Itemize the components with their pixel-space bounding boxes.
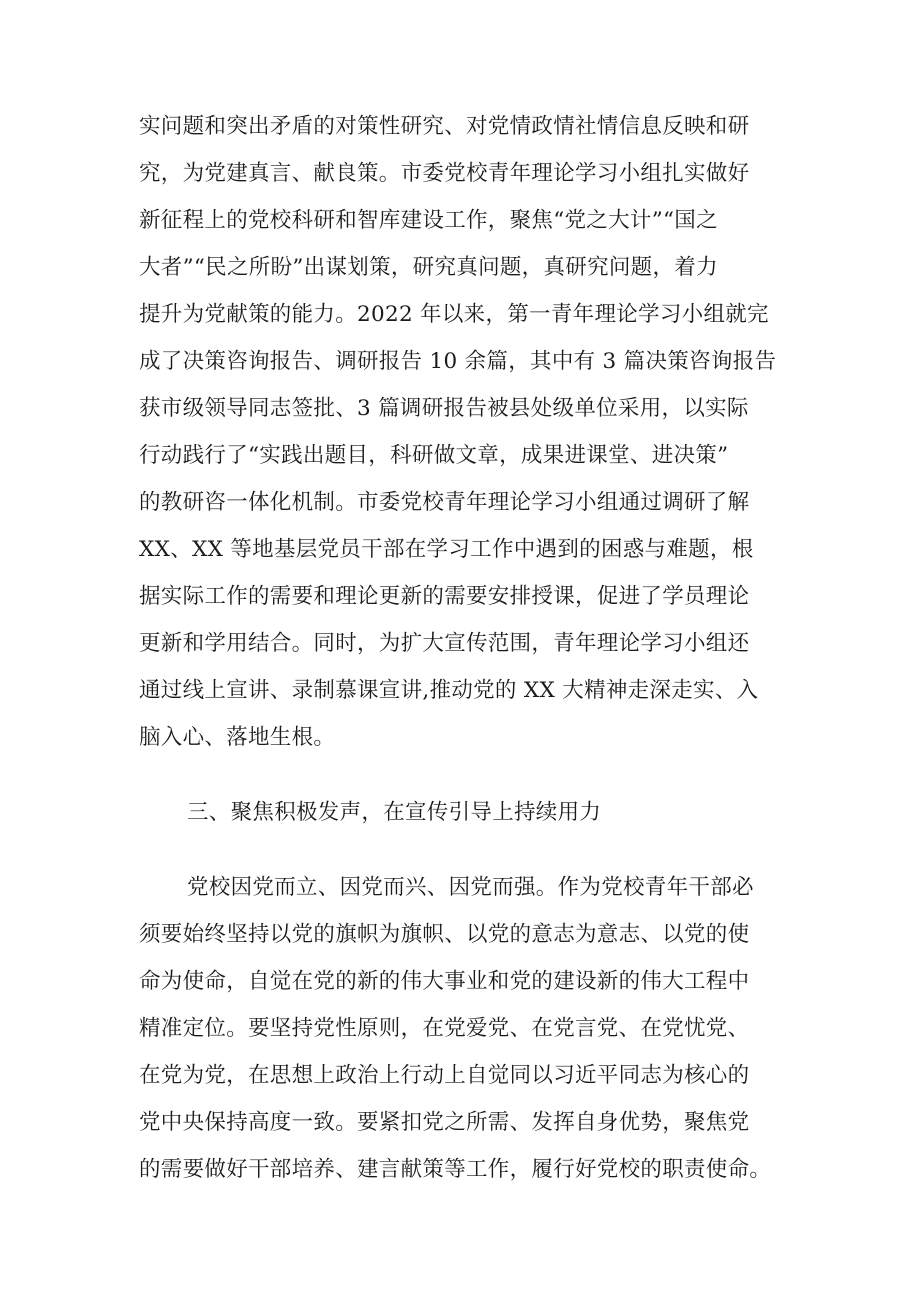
paragraph-1-line-1: 实问题和突出矛盾的对策性研究、对党情政情社情信息反映和研 [139,114,750,139]
paragraph-1-line-12: 更新和学用结合。同时，为扩大宣传范围，青年理论学习小组还 [139,631,750,656]
paragraph-1-line-8: 行动践行了“实践出题目，科研做文章，成果进课堂、进决策” [139,443,729,468]
paragraph-2-line-4: 精准定位。要坚持党性原则，在党爱党、在党言党、在党忧党、 [139,1016,750,1041]
paragraph-2-line-2: 须要始终坚持以党的旗帜为旗帜、以党的意志为意志、以党的使 [139,922,750,947]
paragraph-1-line-7: 获市级领导同志签批、3 篇调研报告被县处级单位采用，以实际 [139,396,749,421]
paragraph-2-line-5: 在党为党，在思想上政治上行动上自觉同以习近平同志为核心的 [139,1063,750,1088]
paragraph-1-line-6: 成了决策咨询报告、调研报告 10 余篇，其中有 3 篇决策咨询报告 [139,349,777,374]
paragraph-1-line-13: 通过线上宣讲、录制慕课宣讲,推动党的 XX 大精神走深走实、入 [139,678,759,703]
paragraph-1-line-14: 脑入心、落地生根。 [139,725,336,750]
paragraph-1-line-4: 大者”“民之所盼”出谋划策，研究真问题，真研究问题，着力 [139,255,718,280]
paragraph-1-line-10: XX、XX 等地基层党员干部在学习工作中遇到的困惑与难题，根 [139,537,754,562]
paragraph-2-line-3: 命为使命，自觉在党的新的伟大事业和党的建设新的伟大工程中 [139,969,750,994]
paragraph-1-line-11: 据实际工作的需要和理论更新的需要安排授课，促进了学员理论 [139,584,750,609]
paragraph-1-line-5: 提升为党献策的能力。2022 年以来，第一青年理论学习小组就完 [139,302,769,327]
paragraph-1-line-3: 新征程上的党校科研和智库建设工作，聚焦“党之大计”“国之 [139,208,718,233]
paragraph-2-line-1: 党校因党而立、因党而兴、因党而强。作为党校青年干部必 [187,875,754,900]
paragraph-2-line-6: 党中央保持高度一致。要紧扣党之所需、发挥自身优势，聚焦党 [139,1110,750,1135]
paragraph-1-line-9: 的教研咨一体化机制。市委党校青年理论学习小组通过调研了解 [139,490,750,515]
section-heading: 三、聚焦积极发声，在宣传引导上持续用力 [187,800,602,825]
paragraph-1-line-2: 究，为党建真言、献良策。市委党校青年理论学习小组扎实做好 [139,161,750,186]
paragraph-2-line-7: 的需要做好干部培养、建言献策等工作，履行好党校的职责使命。 [139,1157,772,1182]
